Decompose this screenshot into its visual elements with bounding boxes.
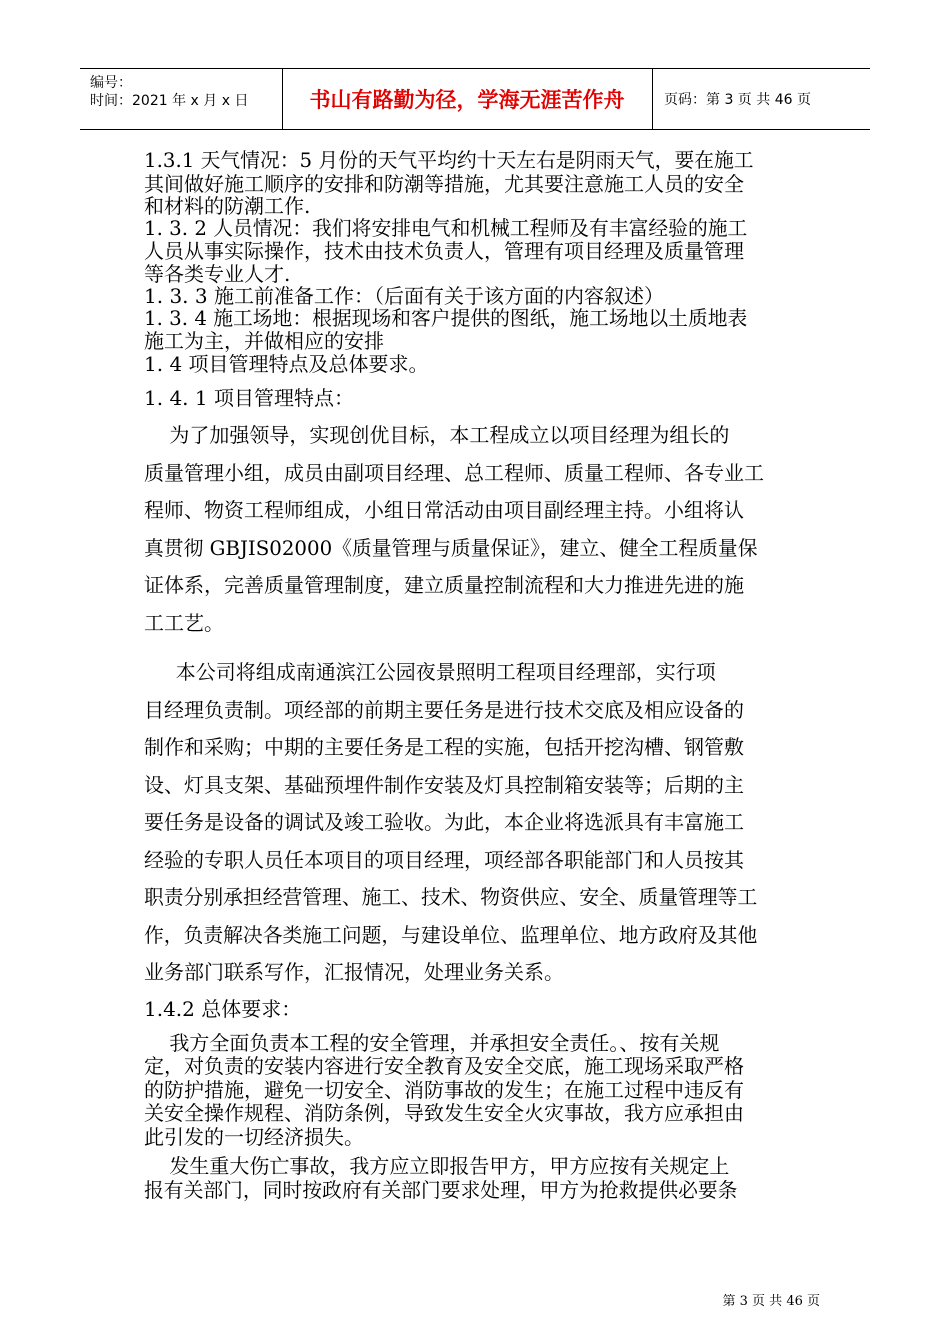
text-line: 和材料的防潮工作. (144, 194, 311, 218)
text-line: 设、灯具支架、基础预埋件制作安装及灯具控制箱安装等；后期的主 (144, 772, 744, 797)
section-weather-staff (144, 150, 809, 375)
text-line: 为了加强领导，实现创优目标，本工程成立以项目经理为组长的 (144, 423, 730, 447)
text-line: 人员从事实际操作，技术由技术负责人，管理有项目经理及质量管理 (144, 239, 744, 263)
text-line: 的防护措施，避免一切安全、消防事故的发生；在施工过程中违反有 (144, 1077, 744, 1102)
text-line: 定，对负责的安装内容进行安全教育及安全交底，施工现场采取严格 (144, 1054, 744, 1078)
text-line: 1. 4 项目管理特点及总体要求。 (144, 351, 429, 376)
text-line: 发生重大伤亡事故，我方应立即报告甲方，甲方应按有关规定上 (144, 1154, 730, 1178)
text-line: 施工为主，并做相应的安排 (144, 329, 384, 353)
text-line: 证体系，完善质量管理制度，建立质量控制流程和大力推进先进的施 (144, 573, 744, 597)
text-line: 真贯彻 GBJIS02000《质量管理与质量保证》，建立、健全工程质量保 (144, 536, 758, 560)
text-line: 1. 3. 2 人员情况：我们将安排电气和机械工程师及有丰富经验的施工 (144, 216, 748, 240)
text-line: 经验的专职人员任本项目的项目经理，项经部各职能部门和人员按其 (144, 847, 744, 872)
document-body (144, 150, 809, 1202)
page-footer: 第 3 页 共 46 页 (722, 1294, 820, 1309)
text-line: 职责分别承担经营管理、施工、技术、物资供应、安全、质量管理等工 (144, 886, 758, 909)
section-heading-141 (144, 381, 809, 415)
text-line: 等各类专业人才. (144, 261, 291, 286)
text-line: 1.4.2 总体要求： (144, 996, 302, 1021)
page-header (80, 68, 870, 130)
text-line: 作，负责解决各类施工问题，与建设单位、监理单位、地方政府及其他 (144, 923, 758, 947)
text-line: 1. 3. 4 施工场地：根据现场和客户提供的图纸，施工场地以土质地表 (144, 306, 748, 330)
text-line: 制作和采购；中期的主要任务是工程的实施，包括开挖沟槽、钢管敷 (144, 735, 744, 759)
page-code: 页码：第 3 页 共 46 页 (664, 92, 811, 108)
text-line: 1.3.1 天气情况：5 月份的天气平均约十天左右是阴雨天气，要在施工 (144, 149, 754, 172)
text-line: 1. 4. 1 项目管理特点： (144, 386, 354, 410)
number-label: 编号： (90, 75, 132, 91)
text-line: 1. 3. 3 施工前准备工作：（后面有关于该方面的内容叙述） (144, 284, 664, 308)
section-heading-142 (144, 992, 809, 1026)
text-line: 我方全面负责本工程的安全管理，并承担安全责任。、按有关规 (144, 1030, 720, 1055)
text-line: 目经理负责制。项经部的前期主要任务是进行技术交底及相应设备的 (144, 697, 744, 722)
text-line: 关安全操作规程、消防条例，导致发生安全火灾事故，我方应承担由 (144, 1101, 744, 1125)
section-general-requirements (144, 1032, 809, 1203)
text-line: 质量管理小组，成员由副项目经理、总工程师、质量工程师、各专业工 (144, 460, 764, 485)
text-line: 工工艺。 (144, 610, 224, 635)
time-label: 时间：2021 年 x 月 x 日 (90, 93, 249, 109)
text-line: 要任务是设备的调试及竣工验收。为此，本企业将选派具有丰富施工 (144, 810, 744, 834)
header-info-cell (80, 69, 283, 129)
text-line: 程师、物资工程师组成，小组日常活动由项目副经理主持。小组将认 (144, 498, 744, 522)
text-line: 业务部门联系写作，汇报情况，处理业务关系。 (144, 960, 564, 984)
section-management-features (144, 417, 809, 992)
text-line: 本公司将组成南通滨江公园夜景照明工程项目经理部，实行项 (144, 660, 716, 684)
text-line: 报有关部门，同时按政府有关部门要求处理，甲方为抢救提供必要条 (144, 1178, 738, 1202)
text-line: 此引发的一切经济损失。 (144, 1124, 364, 1149)
motto: 书山有路勤为径，学海无涯苦作舟 (282, 69, 653, 129)
text-line: 其间做好施工顺序的安排和防潮等措施，尤其要注意施工人员的安全 (144, 171, 744, 196)
